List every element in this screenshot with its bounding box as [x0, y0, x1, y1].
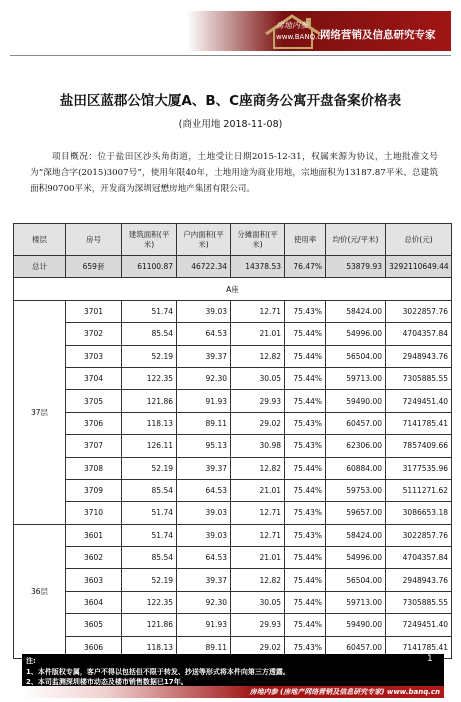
- table-row: [14, 390, 452, 412]
- room-number: 3601: [66, 524, 122, 546]
- gross-area: 51.74: [122, 300, 177, 322]
- brand-name: 房地内参: [276, 21, 308, 30]
- notes-label: 注:: [26, 657, 36, 665]
- page-header: [0, 0, 461, 62]
- avg-price: 56504.00: [326, 569, 386, 591]
- shared-area: 29.93: [231, 614, 285, 636]
- usage-rate: 75.44%: [285, 323, 326, 345]
- footer-bar: [22, 686, 444, 698]
- room-number: 3708: [66, 457, 122, 479]
- table-row: [14, 457, 452, 479]
- avg-price: 59753.00: [326, 479, 386, 501]
- avg-price: 59657.00: [326, 502, 386, 524]
- total-price: 7249451.40: [386, 390, 452, 412]
- inner-area: 64.53: [177, 479, 231, 501]
- total-price: 7305885.55: [386, 367, 452, 389]
- room-number: 3702: [66, 323, 122, 345]
- room-number: 3701: [66, 300, 122, 322]
- section-label: A座: [14, 278, 452, 300]
- brand-tagline: 网络营销及信息研究专家: [320, 29, 436, 41]
- total-price: 4704357.84: [386, 547, 452, 569]
- shared-area: 21.01: [231, 323, 285, 345]
- gross-area: 122.35: [122, 367, 177, 389]
- room-number: 3706: [66, 412, 122, 434]
- gross-area: 122.35: [122, 591, 177, 613]
- shared-area: 21.01: [231, 479, 285, 501]
- gross-area: 85.54: [122, 547, 177, 569]
- total-units: 659套: [66, 256, 122, 278]
- inner-area: 95.13: [177, 435, 231, 457]
- usage-rate: 75.44%: [285, 569, 326, 591]
- room-number: 3704: [66, 367, 122, 389]
- inner-area: 39.37: [177, 457, 231, 479]
- total-price: 3022857.76: [386, 524, 452, 546]
- inner-area: 39.37: [177, 345, 231, 367]
- avg-price: 56504.00: [326, 345, 386, 367]
- usage-rate: 75.43%: [285, 435, 326, 457]
- table-row: [14, 435, 452, 457]
- room-number: 3604: [66, 591, 122, 613]
- usage-rate: 75.44%: [285, 345, 326, 367]
- page-subtitle: (商业用地 2018-11-08): [178, 119, 283, 130]
- gross-area: 118.13: [122, 412, 177, 434]
- usage-rate: 75.44%: [285, 479, 326, 501]
- table-row: [14, 614, 452, 636]
- floor-label: 36层: [14, 524, 66, 658]
- gross-area: 52.19: [122, 569, 177, 591]
- gross-area: 85.54: [122, 479, 177, 501]
- table-header-row: [14, 224, 452, 256]
- shared-area: 12.82: [231, 569, 285, 591]
- total-shared-area: 14378.53: [231, 256, 285, 278]
- room-number: 3703: [66, 345, 122, 367]
- col-header-room: 房号: [66, 224, 122, 256]
- inner-area: 89.11: [177, 636, 231, 658]
- usage-rate: 75.44%: [285, 591, 326, 613]
- table-row: [14, 300, 452, 322]
- inner-area: 39.03: [177, 300, 231, 322]
- inner-area: 39.37: [177, 569, 231, 591]
- room-number: 3709: [66, 479, 122, 501]
- usage-rate: 75.43%: [285, 300, 326, 322]
- total-price: 3177535.96: [386, 457, 452, 479]
- usage-rate: 75.44%: [285, 457, 326, 479]
- table-row: [14, 323, 452, 345]
- usage-rate: 75.44%: [285, 547, 326, 569]
- notes-box: [22, 654, 444, 686]
- col-header-total-price: 总价(元): [386, 224, 452, 256]
- gross-area: 121.86: [122, 390, 177, 412]
- note-item: 1、本件版权专属，客户不得以包括但不限于转发、抄送等形式将本件向第三方透露。: [26, 667, 290, 676]
- avg-price: 54996.00: [326, 323, 386, 345]
- total-usage-rate: 76.47%: [285, 256, 326, 278]
- page-title: 盐田区蓝郡公馆大厦A、B、C座商务公寓开盘备案价格表: [59, 93, 402, 109]
- usage-rate: 75.43%: [285, 636, 326, 658]
- table-row: [14, 367, 452, 389]
- table-row: [14, 502, 452, 524]
- inner-area: 64.53: [177, 547, 231, 569]
- total-price: 3086653.18: [386, 502, 452, 524]
- inner-area: 91.93: [177, 390, 231, 412]
- total-price: 7141785.41: [386, 636, 452, 658]
- col-header-avg-price: 均价(元/平米): [326, 224, 386, 256]
- shared-area: 12.82: [231, 345, 285, 367]
- shared-area: 21.01: [231, 547, 285, 569]
- gross-area: 118.13: [122, 636, 177, 658]
- note-item: 2、本司监测深圳楼市动态及楼市销售数据已17年。: [26, 678, 188, 686]
- usage-rate: 75.44%: [285, 367, 326, 389]
- avg-price: 62306.00: [326, 435, 386, 457]
- inner-area: 92.30: [177, 367, 231, 389]
- gross-area: 51.74: [122, 502, 177, 524]
- total-price: 7249451.40: [386, 614, 452, 636]
- shared-area: 30.05: [231, 591, 285, 613]
- header-divider: [10, 55, 451, 56]
- gross-area: 85.54: [122, 323, 177, 345]
- room-number: 3707: [66, 435, 122, 457]
- footer-text: 房地内参 (房地产网络营销及信息研究专家) www.banq.cn: [249, 688, 440, 696]
- gross-area: 121.86: [122, 614, 177, 636]
- shared-area: 12.82: [231, 457, 285, 479]
- total-label: 总计: [14, 256, 66, 278]
- avg-price: 59713.00: [326, 367, 386, 389]
- avg-price: 54996.00: [326, 547, 386, 569]
- total-price: 3022857.76: [386, 300, 452, 322]
- gross-area: 51.74: [122, 524, 177, 546]
- col-header-shared-area: 分摊面积(平米): [231, 224, 285, 256]
- inner-area: 92.30: [177, 591, 231, 613]
- col-header-gross-area: 建筑面积(平米): [122, 224, 177, 256]
- total-price: 7141785.41: [386, 412, 452, 434]
- shared-area: 29.93: [231, 390, 285, 412]
- total-row: [14, 256, 452, 278]
- price-table: [13, 223, 452, 659]
- room-number: 3605: [66, 614, 122, 636]
- table-row: [14, 591, 452, 613]
- total-price: 7305885.55: [386, 591, 452, 613]
- total-avg-price: 53879.93: [326, 256, 386, 278]
- table-row: [14, 569, 452, 591]
- col-header-usage-rate: 使用率: [285, 224, 326, 256]
- room-number: 3602: [66, 547, 122, 569]
- avg-price: 58424.00: [326, 524, 386, 546]
- room-number: 3705: [66, 390, 122, 412]
- avg-price: 60457.00: [326, 412, 386, 434]
- total-price: 7857409.66: [386, 435, 452, 457]
- shared-area: 30.05: [231, 367, 285, 389]
- inner-area: 91.93: [177, 614, 231, 636]
- total-price: 5111271.62: [386, 479, 452, 501]
- gross-area: 52.19: [122, 457, 177, 479]
- total-price: 2948943.76: [386, 345, 452, 367]
- avg-price: 59490.00: [326, 390, 386, 412]
- total-gross-area: 61100.87: [122, 256, 177, 278]
- floor-label: 37层: [14, 300, 66, 524]
- shared-area: 29.02: [231, 636, 285, 658]
- col-header-inner-area: 户内面积(平米): [177, 224, 231, 256]
- section-row: [14, 278, 452, 300]
- usage-rate: 75.43%: [285, 524, 326, 546]
- inner-area: 39.03: [177, 502, 231, 524]
- inner-area: 39.03: [177, 524, 231, 546]
- table-row: [14, 345, 452, 367]
- room-number: 3603: [66, 569, 122, 591]
- room-number: 3606: [66, 636, 122, 658]
- shared-area: 12.71: [231, 502, 285, 524]
- usage-rate: 75.43%: [285, 412, 326, 434]
- table-row: [14, 412, 452, 434]
- shared-area: 30.98: [231, 435, 285, 457]
- gross-area: 52.19: [122, 345, 177, 367]
- inner-area: 89.11: [177, 412, 231, 434]
- project-overview: 项目概况：位于盐田区沙头角街道，土地受让日期2015-12-31，权属来源为协议，土地批准文号为“深地合字(2015)3007号”，使用年限40年，土地用途为商业用地，宗地面积为13187.87平米、总建筑面积90700平米，开发商为深圳冠懋房地产集团有限公司。: [30, 152, 438, 194]
- avg-price: 58424.00: [326, 300, 386, 322]
- usage-rate: 75.43%: [285, 502, 326, 524]
- table-row: [14, 524, 452, 546]
- total-price: 2948943.76: [386, 569, 452, 591]
- room-number: 3710: [66, 502, 122, 524]
- inner-area: 64.53: [177, 323, 231, 345]
- gross-area: 126.11: [122, 435, 177, 457]
- shared-area: 12.71: [231, 300, 285, 322]
- shared-area: 12.71: [231, 524, 285, 546]
- page-number: 1: [427, 654, 433, 664]
- usage-rate: 75.44%: [285, 614, 326, 636]
- shared-area: 29.02: [231, 412, 285, 434]
- usage-rate: 75.44%: [285, 390, 326, 412]
- brand-url: www.BANQ.cn: [276, 33, 326, 41]
- avg-price: 59490.00: [326, 614, 386, 636]
- total-inner-area: 46722.34: [177, 256, 231, 278]
- col-header-floor: 楼层: [14, 224, 66, 256]
- total-price: 4704357.84: [386, 323, 452, 345]
- table-row: [14, 547, 452, 569]
- table-row: [14, 479, 452, 501]
- total-total-price: 3292110649.44: [386, 256, 452, 278]
- avg-price: 59713.00: [326, 591, 386, 613]
- avg-price: 60457.00: [326, 636, 386, 658]
- avg-price: 60884.00: [326, 457, 386, 479]
